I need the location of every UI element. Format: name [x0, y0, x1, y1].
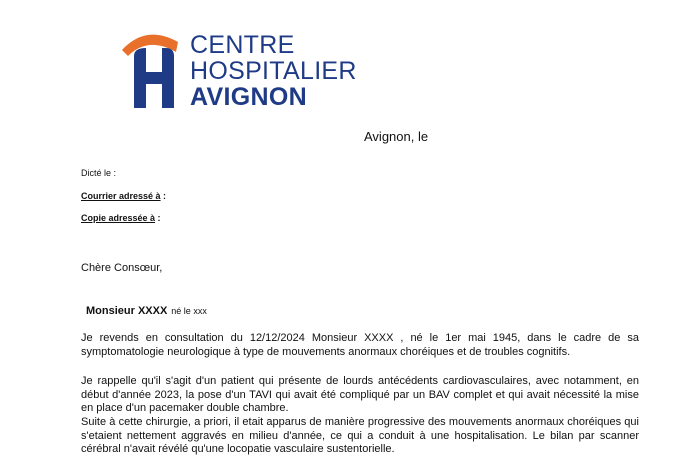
logo-line-centre: CENTRE [190, 31, 295, 59]
place-date: Avignon, le [364, 129, 429, 144]
logo-line-hospitalier: HOSPITALIER [190, 57, 357, 85]
salutation: Chère Consœur, [81, 262, 163, 274]
patient-birth: né le xxx [171, 306, 207, 316]
copy-to [81, 213, 161, 223]
patient-name: Monsieur XXXX [86, 305, 168, 317]
hospital-logo [118, 26, 358, 112]
paragraph: Je revends en consultation du 12/12/2024 Monsieur XXXX , né le 1er mai 1945, dans le cadre de sa symptomatologie neurologique à type de mouvements anormaux choréiques et de troubles cognitifs. [81, 332, 639, 358]
patient-line [86, 305, 207, 317]
copy-to-label: Copie adressée à [81, 213, 156, 223]
hospital-logo-mark-icon [118, 26, 182, 112]
addressed-to-label: Courrier adressé à [81, 191, 161, 201]
addressed-to [81, 191, 166, 201]
paragraph: Je rappelle qu'il s'agit d'un patient qui présente de lourds antécédents cardiovasculaires, avec notamment, en début d'année 2023, la pose d'un TAVI qui avait été compliqué par un BAV complet et qui avait nécessité la mise en place d'un pacemaker double chambre. [81, 375, 639, 414]
hospital-logo-text [190, 33, 357, 110]
dictated-on: Dicté le : [81, 168, 117, 178]
addressed-to-colon: : [160, 191, 167, 201]
copy-to-colon: : [155, 213, 161, 223]
paragraph: Suite à cette chirurgie, a priori, il etait apparus de manière progressive des mouvements anormaux choréiques qui s'etaient nettement aggravés en milieu d'année, ce qui a conduit à une hospitalisation. Le bilan par scanner cérébral n'avait révélé qu'une locopatie vasculaire sustentorielle. [81, 416, 639, 455]
logo-line-avignon: AVIGNON [190, 83, 307, 111]
